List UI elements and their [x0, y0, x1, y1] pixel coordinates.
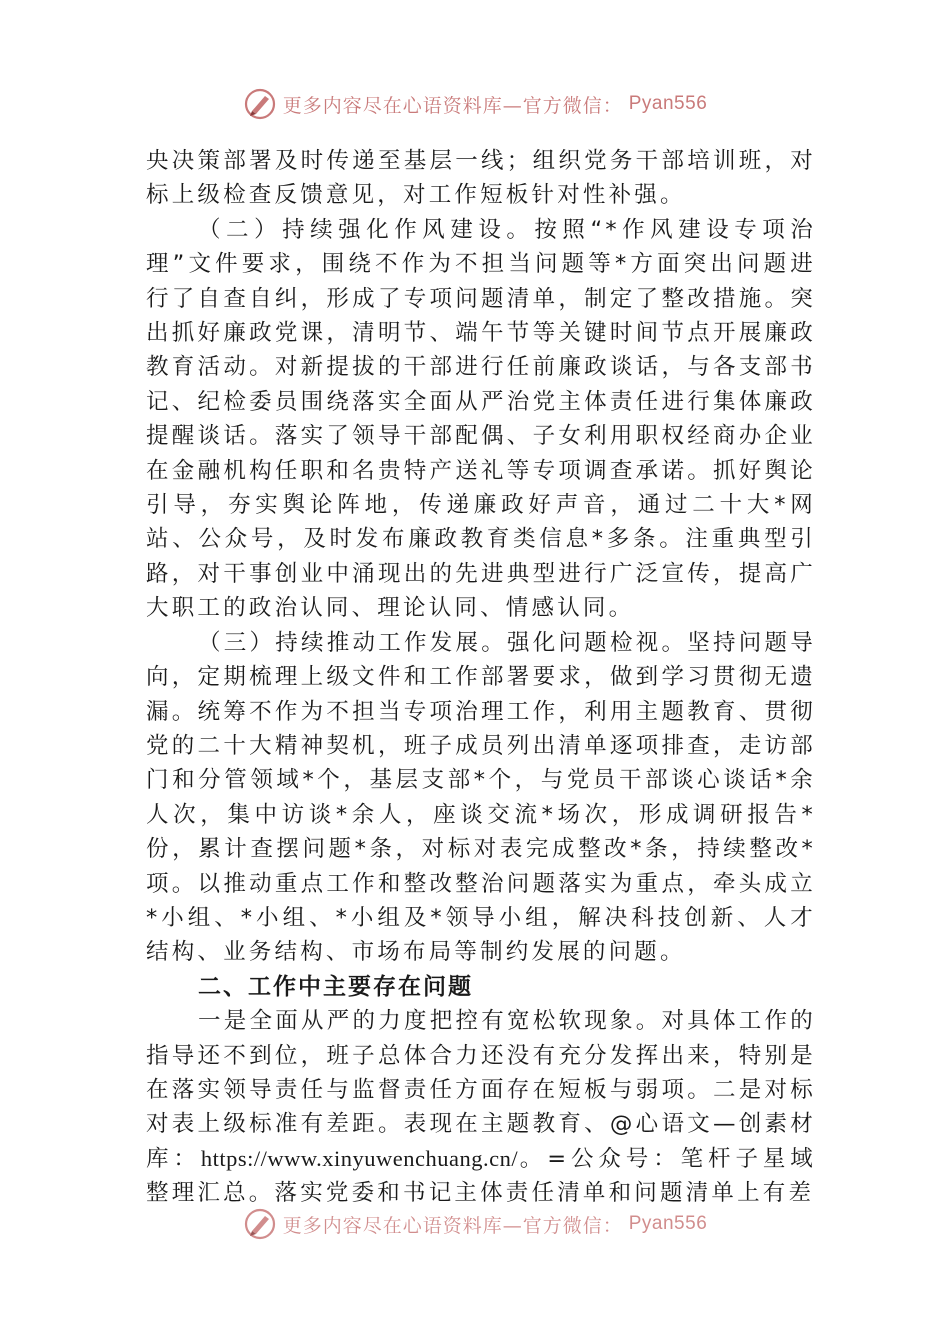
watermark-text: 更多内容尽在心语资料库—官方微信： [282, 94, 623, 117]
paragraph-style-building: （二）持续强化作风建设。按照“*作风建设专项治理”文件要求，围绕不作为不担当问题等*方面突出问题进行了自查自纠，形成了专项问题清单，制定了整改措施。突出抓好廉政党课，清明节、端午节等关键时间节点开展廉政教育活动。对新提拔的干部进行任前廉政谈话，与各支部书记、纪检委员围绕落实全面从严治党主体责任进行集体廉政提醒谈话。落实了领导干部配偶、子女利用职权经商办企业在金融机构任职和名贵特产送礼等专项调查承诺。抓好舆论引导，夯实舆论阵地，传递廉政好声音，通过二十大*网站、公众号，及时发布廉政教育类信息*多条。注重典型引路，对干事创业中涌现出的先进典型进行广泛宣传，提高广大职工的政治认同、理论认同、情感认同。 [146, 216, 816, 622]
watermark-banner-bottom [0, 1204, 950, 1244]
watermark-text: 更多内容尽在心语资料库—官方微信： [282, 1214, 623, 1237]
paragraph-problems-text-a: 一是全面从严的力度把控有宽松软现象。对具体工作的指导还不到位，班子总体合力还没有充分发挥出来，特别是在落实领导责任与监督责任方面存在短板与弱项。二是对标对表上级标准有差距。表现在主题教育、@心语文—创素材库： [146, 1008, 816, 1172]
source-url-link[interactable]: https://www.xinyuwenchuang.cn/ [200, 1145, 519, 1171]
pen-logo-icon [243, 1207, 277, 1241]
document-body [146, 144, 816, 1211]
paragraph-continuation: 央决策部署及时传递至基层一线；组织党务干部培训班，对标上级检查反馈意见，对工作短板针对性补强。 [146, 148, 816, 209]
watermark-banner-top [0, 84, 950, 124]
paragraph-problems [146, 1004, 816, 1210]
watermark-wechat-id: Pyan556 [628, 1213, 708, 1234]
watermark-wechat-id: Pyan556 [628, 93, 708, 114]
paragraph-work-development: （三）持续推动工作发展。强化问题检视。坚持问题导向，定期梳理上级文件和工作部署要求，做到学习贯彻无遗漏。统筹不作为不担当专项治理工作，利用主题教育、贯彻党的二十大精神契机，班子成员列出清单逐项排查，走访部门和分管领域*个，基层支部*个，与党员干部谈心谈话*余人次，集中访谈*余人，座谈交流*场次，形成调研报告*份，累计查摆问题*条，对标对表完成整改*条，持续整改*项。以推动重点工作和整改整治问题落实为重点，牵头成立*小组、*小组、*小组及*领导小组，解决科技创新、人才结构、业务结构、市场布局等制约发展的问题。 [146, 629, 816, 966]
pen-logo-icon [243, 87, 277, 121]
paragraph-problems-text-b: 。=公众号：笔杆子星域整理汇总。落实党委和书记主体责任清单和问题清单上有差 [146, 1145, 816, 1207]
section-heading-problems: 二、工作中主要存在问题 [198, 973, 473, 1000]
